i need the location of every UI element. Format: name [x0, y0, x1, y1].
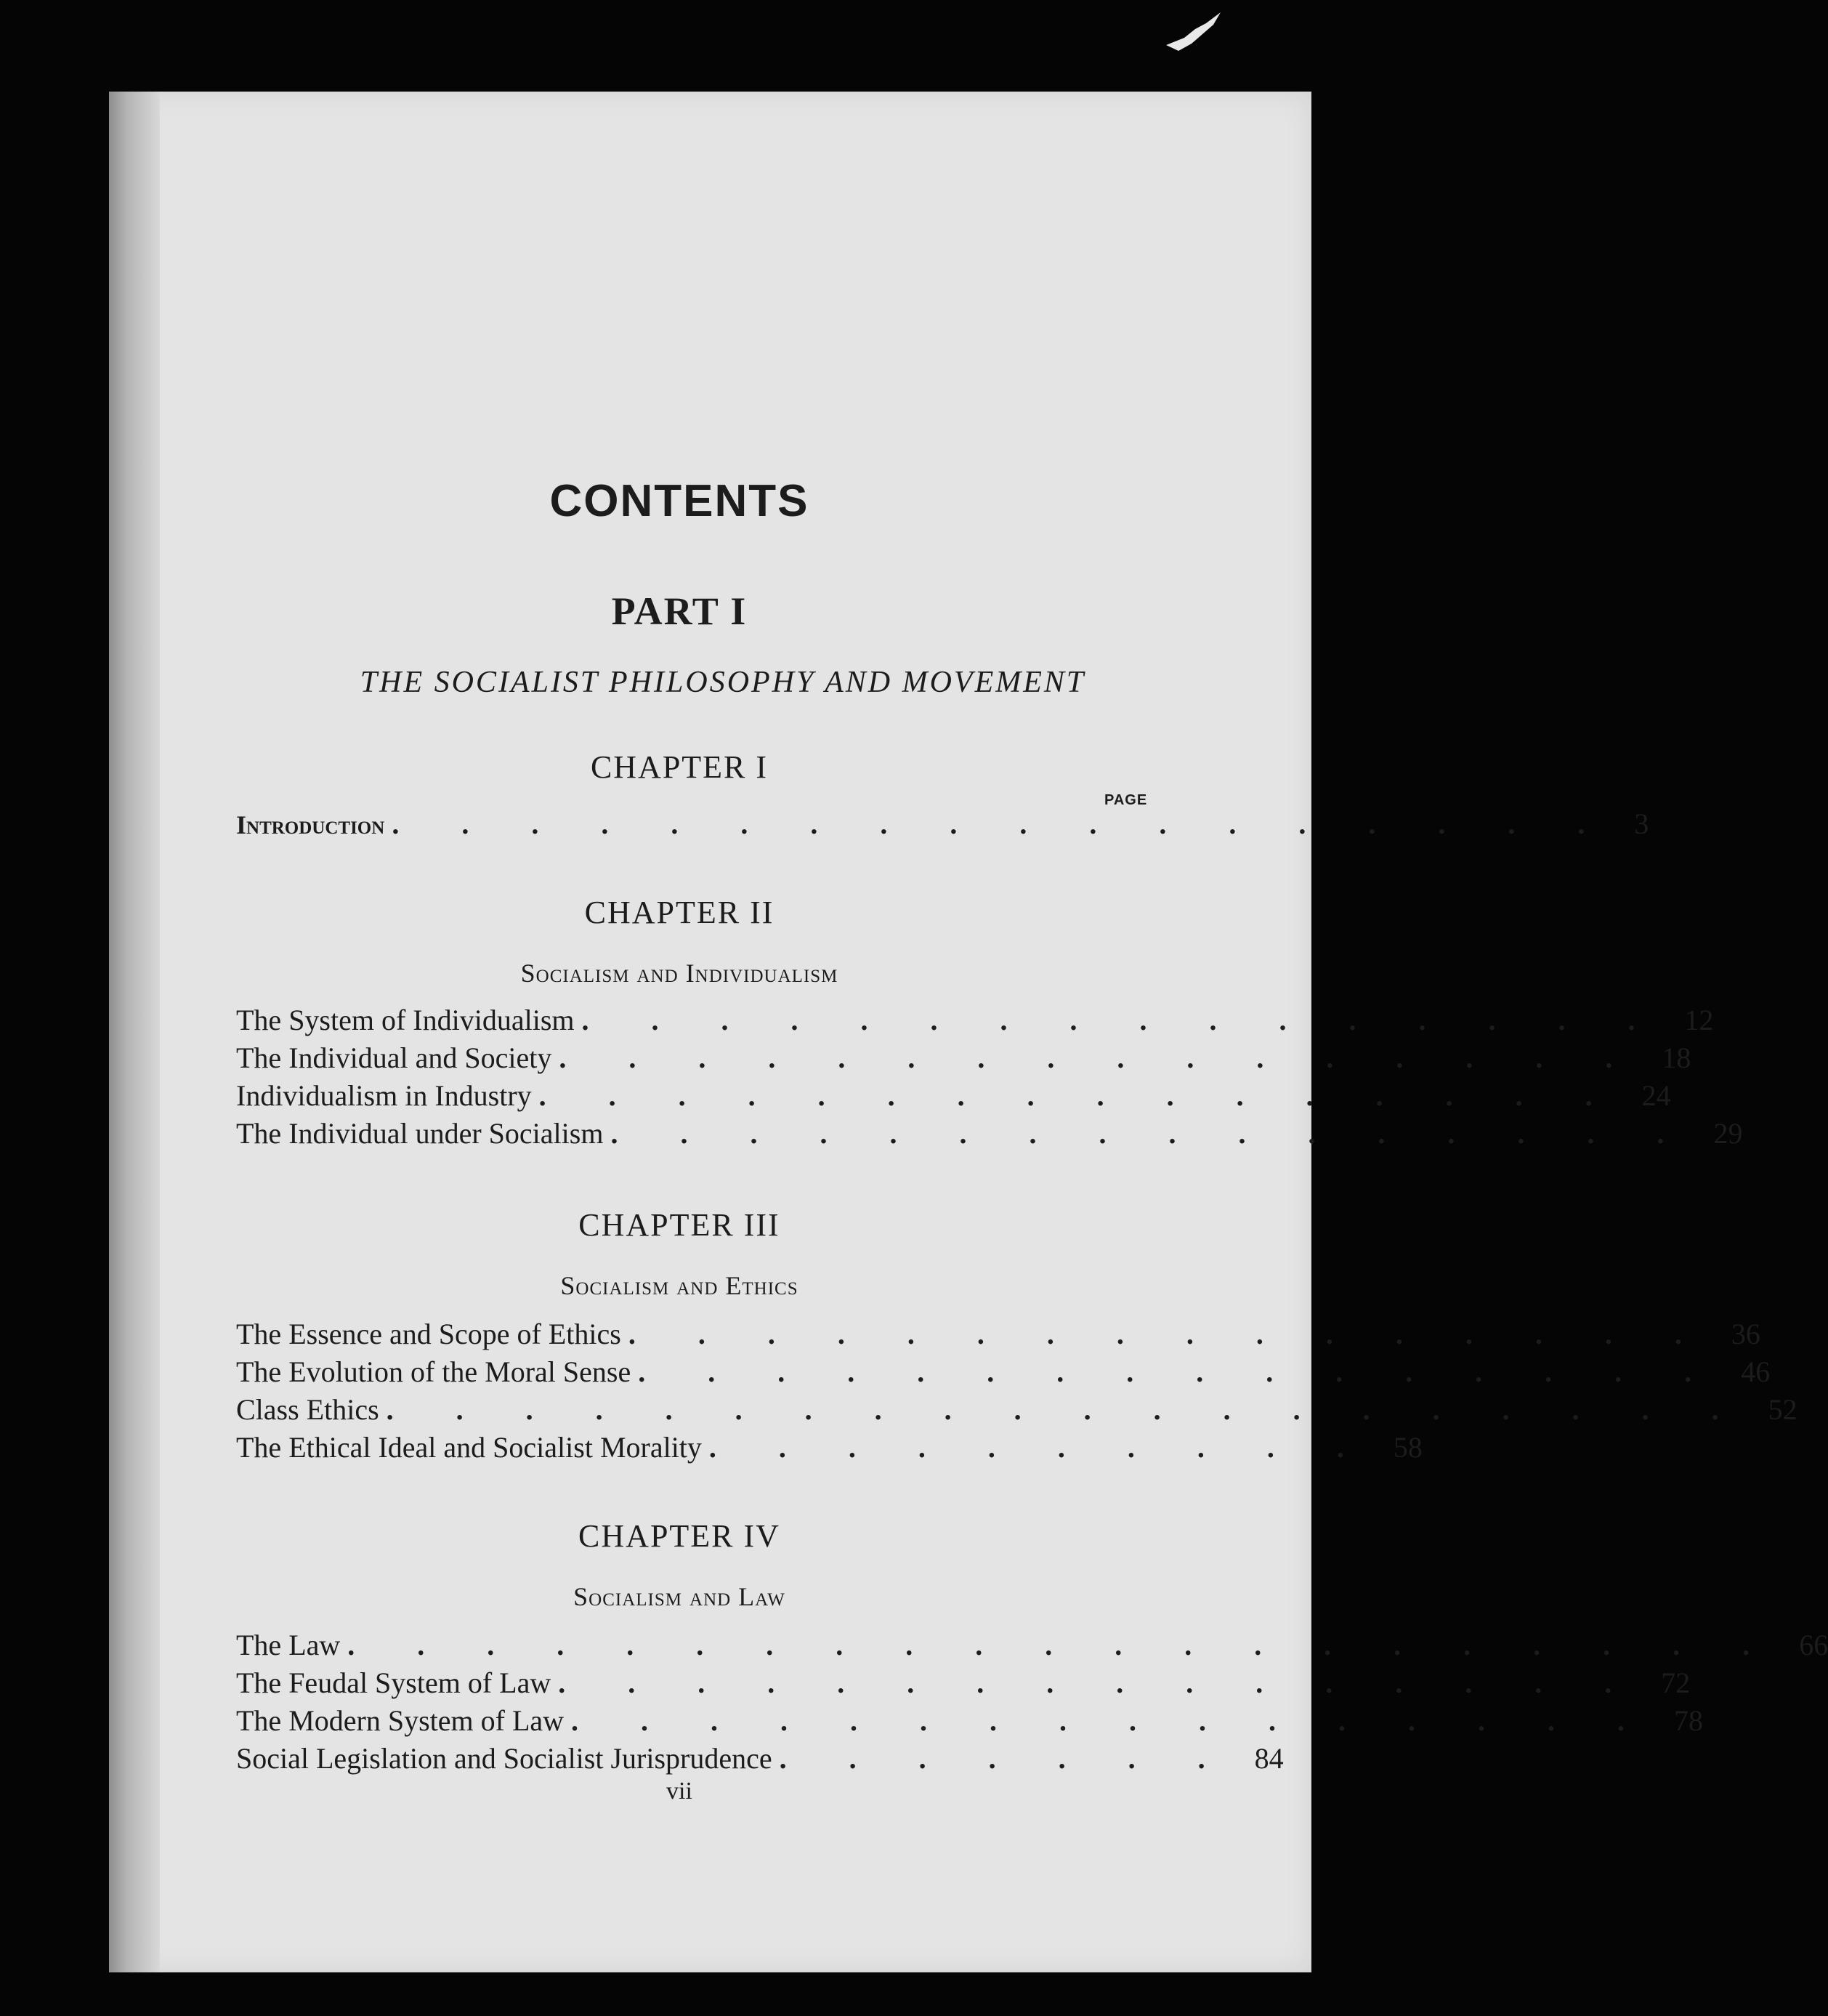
- toc-entry-page: 84: [1254, 1742, 1284, 1775]
- dot-leader: . . . . . . . . . . . . . . . .: [610, 1117, 1692, 1150]
- toc-entry-text: Social Legislation and Socialist Jurisprudence: [236, 1742, 772, 1775]
- toc-entry-page: 12: [1684, 1004, 1714, 1036]
- toc-entry-text: The Individual and Society: [236, 1041, 552, 1074]
- toc-entry[interactable]: [236, 1741, 1284, 1782]
- dot-leader: . . . . . . . . . . . . . . . .: [538, 1079, 1620, 1112]
- toc-entry[interactable]: [236, 807, 1649, 847]
- toc-entry[interactable]: [236, 1355, 1771, 1395]
- chapter-3-section: Socialism and Ethics: [560, 1271, 798, 1300]
- dot-leader: . . . . . . . . . . . . . . . . . .: [392, 807, 1613, 840]
- toc-entry-text: Introduction: [236, 810, 385, 839]
- toc-entry[interactable]: [236, 1003, 1714, 1044]
- part-subtitle: THE SOCIALIST PHILOSOPHY AND MOVEMENT: [360, 666, 1086, 699]
- dot-leader: . . . . . . . . . . . . . . . . . . . . .: [347, 1629, 1778, 1661]
- toc-entry[interactable]: [236, 1666, 1691, 1706]
- chapter-1-title: CHAPTER I: [590, 749, 769, 785]
- toc-entry-text: The Individual under Socialism: [236, 1117, 604, 1150]
- page-folio: vii: [666, 1778, 692, 1805]
- dot-leader: . . . . . . . . . . . . . . . . . . . .: [386, 1393, 1747, 1426]
- toc-entry-page: 36: [1731, 1318, 1760, 1350]
- dot-leader: . . . . . . . . . . . . . . . .: [559, 1041, 1641, 1074]
- toc-entry[interactable]: [236, 1317, 1760, 1358]
- chapter-2-section: Socialism and Individualism: [520, 959, 838, 988]
- toc-entry[interactable]: [236, 1078, 1671, 1119]
- toc-entry-page: 52: [1768, 1393, 1797, 1426]
- toc-entry-page: 58: [1393, 1431, 1423, 1464]
- toc-entry-page: 78: [1674, 1704, 1704, 1737]
- page-gutter: [109, 92, 160, 1972]
- toc-entry-page: 66: [1799, 1629, 1828, 1661]
- toc-entry[interactable]: [236, 1116, 1743, 1157]
- toc-entry[interactable]: [236, 1628, 1828, 1669]
- toc-entry-text: The Essence and Scope of Ethics: [236, 1318, 621, 1350]
- toc-entry-page: 18: [1662, 1041, 1691, 1074]
- dot-leader: . . . . . . . . . . . . . . . .: [638, 1355, 1720, 1388]
- toc-entry-text: Individualism in Industry: [236, 1079, 532, 1112]
- toc-entry-page: 72: [1661, 1666, 1691, 1699]
- toc-entry-text: The System of Individualism: [236, 1004, 575, 1036]
- dot-leader: . . . . . . . . . . . . . . . .: [558, 1666, 1640, 1699]
- toc-entry-text: The Law: [236, 1629, 341, 1661]
- dot-leader: . . . . . . . . . . . . . . . .: [581, 1004, 1663, 1036]
- dot-leader: . . . . . . . . . .: [708, 1431, 1372, 1464]
- page-column-label: PAGE: [1104, 792, 1148, 808]
- toc-entry[interactable]: [236, 1392, 1797, 1433]
- toc-entry[interactable]: [236, 1703, 1704, 1744]
- toc-entry-text: The Modern System of Law: [236, 1704, 565, 1737]
- scan-mark-icon: [1162, 9, 1228, 60]
- part-heading: PART I: [611, 589, 748, 633]
- chapter-4-section: Socialism and Law: [573, 1582, 785, 1611]
- toc-entry[interactable]: [236, 1430, 1423, 1471]
- toc-entry[interactable]: [236, 1041, 1691, 1081]
- dot-leader: . . . . . . . . . . . . . . . .: [571, 1704, 1653, 1737]
- dot-leader: . . . . . . .: [779, 1742, 1233, 1775]
- toc-entry-text: The Ethical Ideal and Socialist Morality: [236, 1431, 702, 1464]
- toc-entry-text: The Feudal System of Law: [236, 1666, 551, 1699]
- chapter-3-title: CHAPTER III: [578, 1207, 780, 1243]
- chapter-4-title: CHAPTER IV: [578, 1518, 780, 1554]
- toc-entry-page: 24: [1641, 1079, 1671, 1112]
- chapter-2-title: CHAPTER II: [584, 895, 775, 930]
- toc-entry-text: Class Ethics: [236, 1393, 379, 1426]
- contents-heading: CONTENTS: [549, 476, 809, 526]
- toc-entry-text: The Evolution of the Moral Sense: [236, 1355, 631, 1388]
- toc-entry-page: 46: [1741, 1355, 1771, 1388]
- toc-entry-page: 3: [1634, 807, 1649, 840]
- dot-leader: . . . . . . . . . . . . . . . .: [628, 1318, 1710, 1350]
- toc-entry-page: 29: [1713, 1117, 1743, 1150]
